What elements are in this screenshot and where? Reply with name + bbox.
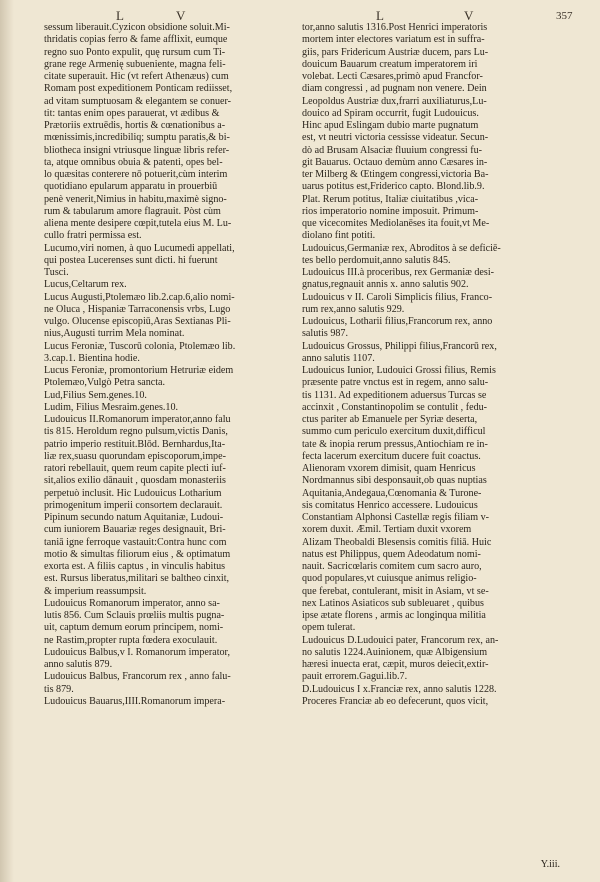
text-line: uit, captum demum eorum principem, nomi- — [44, 622, 224, 634]
signature-mark: Y.iii. — [540, 859, 560, 870]
text-line: rios imperatorio nomine imposuit. Primum- — [302, 205, 479, 217]
text-line: Ptolemæo,Vulgò Petra sancta. — [44, 377, 166, 389]
text-line: volebat. Lecti Cæsares,primò apud Francfor- — [302, 71, 483, 82]
text-line: cum iuniorem Bauariæ reges designauit, Bri- — [44, 524, 226, 536]
text-line: dò ad Brusam Alsaciæ fluuium congressi fu- — [302, 144, 482, 156]
text-line: quod populares,vt cuiusque animus religio- — [302, 573, 477, 585]
text-line: tor,anno salutis 1316.Post Henrici imperatoris — [302, 22, 488, 33]
text-line: 3.cap.1. Bientina hodie. — [44, 352, 140, 364]
text-line: Ludouicus Bauarus,IIII.Romanorum impera- — [44, 695, 226, 707]
text-line: Constantiam Alphonsi Castellæ regis filiam v- — [302, 512, 490, 523]
text-line: no salutis 1224.Auinionem, quæ Albigensium — [302, 646, 488, 658]
page-binding-shadow — [0, 0, 14, 882]
text-line: cullo fratri permissa est. — [44, 230, 142, 242]
text-line: que vicecomites Mediolanēses ita fouit,vt Me- — [302, 218, 490, 229]
text-line: Nordmannus sibi desponsauit,ob quas nuptias — [302, 475, 487, 487]
text-line: Romam post expeditionem Ponticam rediisset, — [44, 83, 233, 95]
text-line: quotidiano epularum apparatu in prouerbiū — [44, 181, 218, 193]
text-line: D.Ludouicus I x.Franciæ rex, anno salutis 1228. — [302, 683, 497, 695]
text-line: thridatis copias ferro & fame afflixit, eumque — [44, 34, 228, 46]
text-line: anno salutis 1107. — [302, 352, 375, 364]
text-line: sis comitatus Henrico accessere. Ludouicus — [302, 499, 478, 511]
text-line: Prætoriis extruēdis, hortis & cœnationibus a- — [44, 120, 226, 131]
text-line: Ludim, Filius Mesraim.genes.10. — [44, 401, 179, 413]
text-line: douicum Bauarum creatum imperatorem iri — [302, 58, 478, 70]
text-line: Proceres Franciæ ab eo defecerunt, quos vicit, — [302, 695, 489, 707]
text-line: tes bello perdomuit,anno salutis 845. — [302, 254, 451, 266]
text-line: ta, atque omnibus obuia & patenti, opes bel- — [44, 156, 223, 168]
text-line: pauit errorem.Gagui.lib.7. — [302, 671, 408, 683]
text-line: Alizam Theobaldi Blesensis comitis filiā. Huic — [302, 536, 492, 548]
text-line: salutis 987. — [302, 328, 348, 340]
text-line: Ludouicus D.Ludouici pater, Francorum rex, an- — [302, 634, 499, 646]
text-line: Alienoram vxorem dimisit, quam Henricus — [302, 463, 476, 474]
text-line: perpetuò inclusit. Hic Ludouicus Lotharium — [44, 487, 222, 499]
text-line: Leopoldus Austriæ dux,frarri auxiliaturus,Lu- — [302, 95, 487, 107]
text-line: patrio imperio restituit.Blōd. Bernhardus,Ita- — [44, 438, 226, 450]
text-line: sessum liberauit.Cyzicon obsidione soluit.Mi- — [44, 22, 230, 33]
header-letter-right-1: L — [376, 8, 384, 23]
text-line: tit: tantas enim opes parauerat, vt ædibus & — [44, 107, 220, 119]
text-line: Lucus Feroniæ, Tuscorū colonia, Ptolemæo lib. — [44, 340, 236, 352]
text-line: diolano fint potiti. — [302, 230, 376, 242]
text-line: Hinc apud Eslingam dubio marte pugnatum — [302, 120, 479, 131]
text-line: diam congressi , ad pugnam non venere. Dein — [302, 83, 487, 95]
text-line: est. Rursus liberatus,militari se baltheo cinxit, — [44, 573, 230, 585]
text-line: nius,Augusti turrim Mela nominat. — [44, 328, 185, 340]
text-line: Lucumo,viri nomen, à quo Lucumedi appellati, — [44, 242, 235, 254]
text-line: Ludouicus III.à proceribus, rex Germaniæ desi- — [302, 267, 494, 278]
text-line: douico ad Spiram occurrit, fugit Ludouicus. — [302, 107, 479, 119]
header-letter-left-2: V — [176, 8, 186, 23]
text-line: Ludouicus Balbus, Francorum rex , anno falu- — [44, 671, 231, 683]
text-line: Lucus,Celtarum rex. — [44, 279, 127, 291]
text-line: Aquitania,Andegaua,Cœnomania & Turone- — [302, 487, 482, 499]
text-line: que ferebat, contulerant, misit in Asiam, vt se- — [302, 585, 489, 597]
text-line: gnatus,regnauit annis x. anno salutis 902. — [302, 279, 469, 291]
text-line: motio & simultas filiorum eius , & optimatum — [44, 548, 231, 560]
text-line: primogenitum imperii consortem declarauit. — [44, 499, 223, 511]
header-letter-right-2: V — [464, 8, 474, 23]
text-line: tate & inopia rerum pressus,Antiochiam re in- — [302, 438, 488, 450]
text-line: Ludouicus v II. Caroli Simplicis filius, Franco- — [302, 291, 493, 303]
text-line: ne Oluca , Hispaniæ Tarraconensis vrbs, Lugo — [44, 303, 231, 315]
text-line: Ludouicus,Germaniæ rex, Abroditos à se deficiē- — [302, 242, 501, 254]
left-text-column — [44, 22, 290, 708]
text-line: accinxit , Constantinopolim se contulit , fedu- — [302, 401, 488, 413]
right-text-column — [302, 22, 564, 708]
text-line: ter Milberg & Œtingem congressi,victoria Ba- — [302, 169, 489, 180]
text-line: præsente patre vnctus est in regem, anno salu- — [302, 377, 489, 389]
text-line: Ludouicus Iunior, Ludouici Grossi filius, Remis — [302, 365, 496, 376]
text-line: fecta lacerum exercitum ducere fuit coactus. — [302, 450, 481, 462]
text-line: grane rege Armenię subueniente, magna feli- — [44, 58, 226, 70]
text-line: sit,alios exilio dānauit , quosdam monasteriis — [44, 475, 226, 487]
text-line: opem tulerat. — [302, 622, 356, 634]
text-line: mortem inter electores variatum est in suffra- — [302, 34, 485, 46]
text-line: anno salutis 879. — [44, 659, 113, 670]
text-line: rum & tabularum amore flagrauit. Pòst cùm — [44, 205, 221, 217]
text-line: nauit. Sacricœlaris comitem cum sacro auro, — [302, 561, 482, 572]
text-line: tis 879. — [44, 683, 74, 695]
text-line: Pipinum secundo natum Aquitaniæ, Ludoui- — [44, 512, 224, 523]
text-line: xorem duxit. Æmil. Tertiam duxit vxorem — [302, 524, 472, 536]
text-line: penè venerit,Nimius in habitu,maximè signo- — [44, 193, 227, 205]
text-line: ne Rastim,propter rupta fœdera exoculauit. — [44, 634, 218, 646]
text-line: ctus pariter ab Emanuele per Syriæ deserta, — [302, 414, 478, 425]
text-line: ad vitam sumptuosam & elegantem se conuer- — [44, 95, 232, 107]
text-line: & imperium reassumpsit. — [44, 585, 147, 597]
text-line: liæ rex,suasu quorundam episcoporum,impe- — [44, 450, 226, 462]
text-line: bliotheca insigni vtriusque linguæ libris refer- — [44, 144, 230, 156]
text-line: Ludouicus Balbus,v I. Romanorum imperator, — [44, 646, 231, 658]
text-line: Ludouicus Romanorum imperator, anno sa- — [44, 597, 220, 609]
text-line: qui postea Lucerenses sunt dicti. hi fuerunt — [44, 254, 218, 266]
page-number: 357 — [556, 10, 573, 22]
text-line: Ludouicus Grossus, Philippi filius,Francorū rex, — [302, 340, 497, 352]
text-line: uarus potitus est,Friderico capto. Blond.lib.9. — [302, 181, 485, 193]
text-line: Ludouicus II.Romanorum imperator,anno falu — [44, 414, 231, 425]
text-line: tis 815. Heroldum regno pulsum,victis Danis, — [44, 426, 228, 438]
text-line: taniā igne ferroque vastauit:Contra hunc com — [44, 536, 227, 548]
text-line: Lucus Augusti,Ptolemæo lib.2.cap.6,alio nomi- — [44, 291, 235, 303]
text-line: nex Latinos Asiaticos sub subleuaret , quibus — [302, 597, 484, 609]
text-line: exorta est. A filiis captus , in vinculis habitus — [44, 561, 226, 572]
text-line: ipse ætate florens , armis ac longinqua militia — [302, 610, 486, 621]
text-line: summo cum periculo exercitum duxit,difficul — [302, 426, 486, 438]
text-line: citate superauit. Hic (vt refert Athenæus) cum — [44, 71, 229, 82]
text-line: est, vt neutri victoria cessisse videatur. Secun- — [302, 132, 489, 144]
text-line: ratori rebellauit, quem reum capite plecti iuf- — [44, 463, 226, 474]
text-line: hæresi inuecta erat, cæpit, muros deiecit,extir- — [302, 659, 489, 670]
text-line: tis 1131. Ad expeditionem aduersus Turcas se — [302, 389, 487, 401]
text-line: lutis 856. Cum Sclauis prœliis multis pugna- — [44, 610, 225, 621]
text-line: Plat. Rerum potitus, Italiæ ciuitatibus ,vica- — [302, 193, 479, 205]
text-line: natus est Philippus, quem Adeodatum nomi- — [302, 548, 481, 560]
text-line: Lucus Feroniæ, promontorium Hetruriæ eidem — [44, 365, 234, 376]
text-line: lo quæsitas conterere nō potuerit,cùm interim — [44, 169, 228, 180]
text-line: Tusci. — [44, 267, 69, 278]
text-line: regno suo Ponto expulit, quę rursum cum Ti- — [44, 46, 226, 58]
text-line: aliena mente desipere cœpit,tutela eius M. Lu- — [44, 218, 232, 229]
text-line: Ludouicus, Lotharii filius,Francorum rex, anno — [302, 316, 493, 327]
text-line: rum rex,anno salutis 929. — [302, 303, 405, 315]
header-letter-left-1: L — [116, 8, 124, 23]
text-line: vulgo. Olucense episcopiū,Aras Sextianas Pli- — [44, 316, 231, 327]
text-line: git Bauarus. Octauo demùm anno Cæsares in- — [302, 156, 488, 168]
text-line: mœnissimis,incredibiliq; sumptu paratis,& bi- — [44, 132, 230, 144]
text-line: Lud,Filius Sem.genes.10. — [44, 389, 147, 401]
text-line: giis, pars Fridericum Austriæ ducem, pars Lu- — [302, 46, 489, 58]
